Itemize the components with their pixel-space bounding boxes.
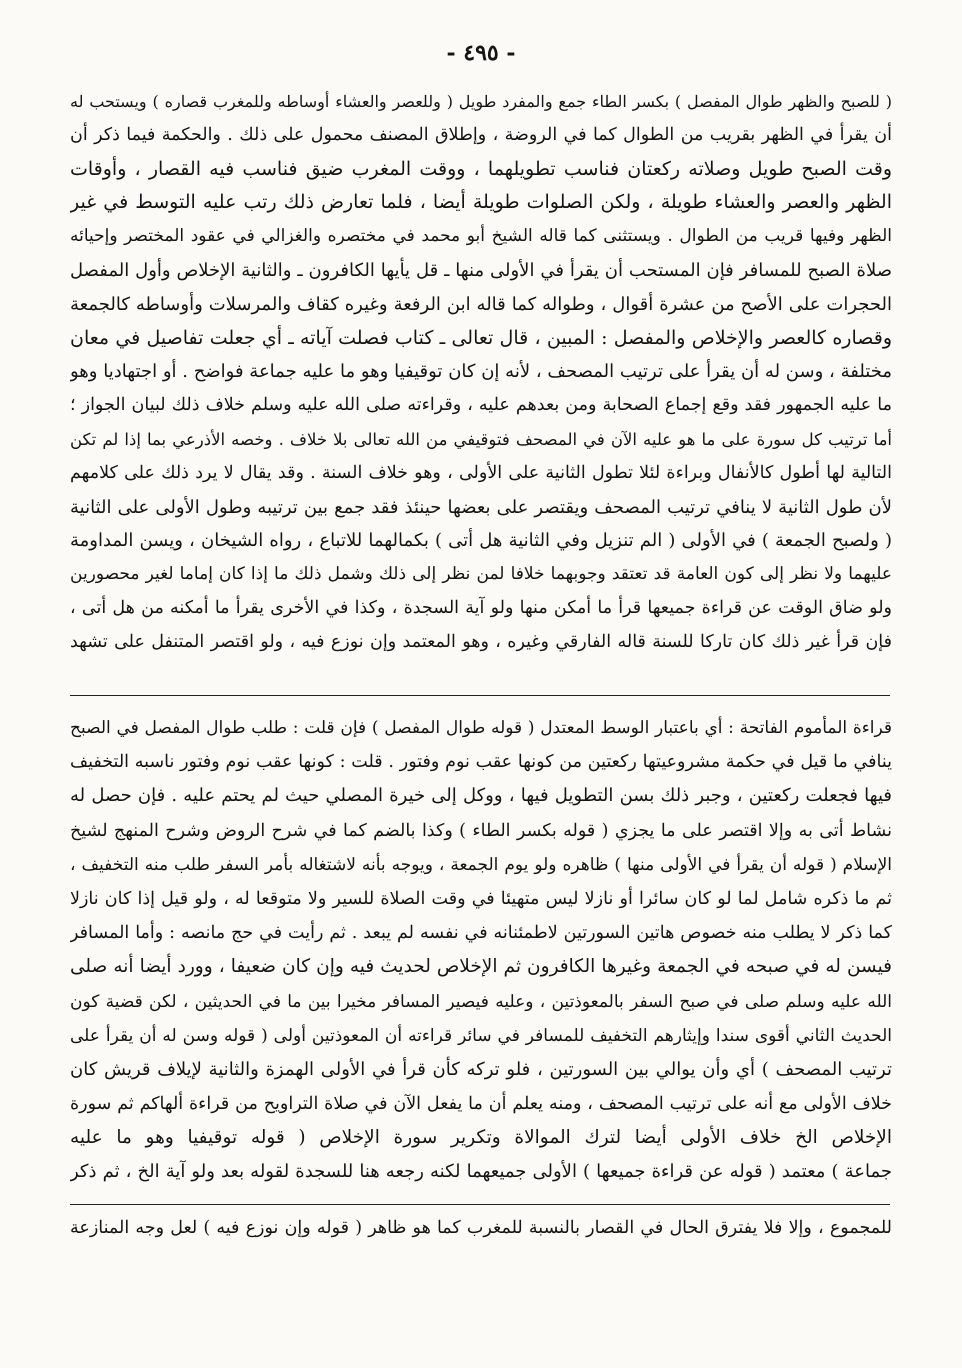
page-number: - ٤٩٥ -: [446, 40, 516, 66]
text-line: الظهر وفيها قريب من الطوال . ويستثنى كما قاله الشيخ أبو محمد في مختصره والغزالي في عقود المختصر وإحيائه: [70, 226, 892, 247]
commentary-text: [70, 711, 892, 1190]
commentary-line: الإسلام ( قوله أن يقرأ في الأولى منها ) ظاهره ولو يوم الجمعة ، ويوجه بأنه لاشتغاله بأمر السفر طلب منه التخفيف ،: [70, 854, 892, 875]
text-line: ما عليه الجمهور فقد وقع إجماع الصحابة ومن بعدهم عليه ، وقراءته صلى الله عليه وسلم خلاف ذلك لبيان الجواز ؛: [70, 395, 892, 416]
footnote-line: للمجموع ، وإلا فلا يفترق الحال في القصار بالنسبة للمغرب كما هو ظاهر ( قوله وإن نوزع فيه ) لعل وجه المنازعة: [70, 1218, 892, 1238]
main-text: [70, 85, 892, 660]
text-line: لأن طول الثانية لا ينافي ترتيب المصحف ويقتصر على بعضها حينئذ فقد جمع بين ترتيبه وطول الأولى على الثانية: [70, 496, 892, 518]
commentary-line: ثم ما ذكره شامل لما لو كان سائرا أو نازلا ليس متهيئا في وقت الصلاة للسير ولا متوقعا له ، ولو قيل إذا كان نازلا: [70, 888, 892, 909]
text-line: صلاة الصبح للمسافر فإن المستحب أن يقرأ في الأولى منها ـ قل يأيها الكافرون ـ والثانية الإخلاص وأول المفصل: [70, 259, 892, 281]
commentary-line: فيسن له في صبحه في الجمعة وغيرها الكافرون ثم الإخلاص لحديث فيه وإن كان ضعيفا ، وورد أيضا أنه صلى: [70, 956, 892, 978]
commentary-line: خلاف الأولى مع أنه على ترتيب المصحف ، ومنه يعلم أن ما يفعل الآن في صلاة التراويح من قراءة ألهاكم ثم سورة: [70, 1094, 892, 1115]
text-line: مختلفة ، وسن له أن يقرأ على ترتيب المصحف ، لأنه إن كان توقيفيا وهو ما عليه جماعة فواضح . أو اجتهاديا وهو: [70, 361, 892, 383]
text-line: أن يقرأ في الظهر بقريب من الطوال كما في الروضة ، وإطلاق المصنف محمول على ذلك . والحكمة فيما ذكر أن: [70, 124, 892, 145]
commentary-line: الحديث الثاني أقوى سندا وإيثارهم التخفيف للمسافر في سائر قراءته أن المعوذتين أولى ( قوله وسن له أن يقرأ على: [70, 1025, 892, 1046]
text-line: ( للصبح والظهر طوال المفصل ) بكسر الطاء جمع والمفرد طويل ( وللعصر والعشاء أوساطه وللمغرب قصاره ) ويستحب له: [70, 92, 892, 111]
text-line: ولو ضاق الوقت عن قراءة جميعها قرأ ما أمكن منها ولو آية السجدة ، وكذا في الأخرى يقرأ ما أمكنه من هل أتى ،: [70, 597, 892, 618]
text-line: الظهر والعصر والعشاء طويلة ، ولكن الصلوات طويلة أيضا ، فلما تعارض ذلك رتب عليه التوسط في غير: [70, 191, 892, 214]
section-divider: [70, 695, 890, 696]
text-line: التالية لها أطول كالأنفال وبراءة لئلا تطول الثانية على الأولى ، وهو خلاف السنة . وقد يقال لا يرد ذلك على كلامهم: [70, 462, 892, 483]
commentary-line: جماعة ) معتمد ( قوله عن قراءة جميعها ) الأولى جميعهما لكنه رجعه هنا للسجدة لقوله بعد ولو آية الخ ، ثم ذكر: [70, 1161, 892, 1183]
text-line: ( ولصبح الجمعة ) في الأولى ( الم تنزيل وفي الثانية هل أتى ) بكمالهما للاتباع ، رواه الشيخان ، ويسن المداومة: [70, 530, 892, 552]
commentary-line: ترتيب المصحف ) أي وأن يوالي بين السورتين ، فلو تركه كأن قرأ في الأولى الهمزة والثانية لإيلاف قريش كان: [70, 1058, 892, 1080]
commentary-line: ينافي ما قيل في حكمة مشروعيتها ركعتين من كونها عقب نوم وفتور . قلت : كونها عقب نوم وفتور ناسبه التخفيف: [70, 752, 892, 773]
text-line: وقصاره كالعصر والإخلاص والمفصل : المبين ، قال تعالى ـ كتاب فصلت آياته ـ أي جعلت تفاصيل في معان: [70, 326, 892, 349]
commentary-line: الله عليه وسلم صلى في صبح السفر بالمعوذتين ، وعليه فيصير المسافر مخيرا بين ما في الحديثين ، لكن قضية كون: [70, 991, 892, 1012]
commentary-line: فيها فجعلت ركعتين ، وجبر ذلك بسن التطويل فيها ، ووكل إلى خيرة المصلي حيث لم يحتم عليه . فإن حصل له: [70, 785, 892, 807]
footnote-text: [70, 1212, 892, 1246]
text-line: فإن قرأ غير ذلك كان تاركا للسنة قاله الفارقي وغيره ، وهو المعتمد وإن نوزع فيه ، ولو اقتصر المتنفل على تشهد: [70, 631, 892, 652]
commentary-line: الإخلاص الخ خلاف الأولى أيضا لترك الموالاة وتكرير سورة الإخلاص ( قوله توقيفيا وهو ما عليه: [70, 1127, 892, 1149]
text-line: الحجرات على الأصح من عشرة أقوال ، وطواله كما قاله ابن الرفعة وغيره كقاف والمرسلات وأوساطه كالجمعة: [70, 293, 892, 315]
commentary-line: قراءة المأموم الفاتحة : أي باعتبار الوسط المعتدل ( قوله طوال المفصل ) فإن قلت : طلب طوال المفصل في الصبح: [70, 718, 892, 738]
commentary-line: كما ذكر لا يطلب منه خصوص هاتين السورتين لاطمئنانه في نفسه لم يبعد . ثم رأيت في حج مانصه : وأما المسافر: [70, 923, 892, 944]
text-line: وقت الصبح طويل وصلاته ركعتان فناسب تطويلهما ، ووقت المغرب ضيق فناسب فيه القصار ، وأوقات: [70, 157, 892, 180]
text-line: عليهما ولا نظر إلى كون العامة قد تعتقد وجوبهما خلافا لمن نظر إلى ذلك وشمل ذلك ما إذا كان إماما لغير محصورين: [70, 564, 892, 585]
footnote-divider: [70, 1204, 890, 1205]
text-line: أما ترتيب كل سورة على ما هو عليه الآن في المصحف فتوقيفي من الله تعالى بلا خلاف . وخصه الأذرعي بما إذا لم تكن: [70, 429, 892, 449]
commentary-line: نشاط أتى به وإلا اقتصر على ما يجزي ( قوله بكسر الطاء ) وكذا بالضم كما في شرح الروض وشرح المنهج لشيخ: [70, 820, 892, 841]
